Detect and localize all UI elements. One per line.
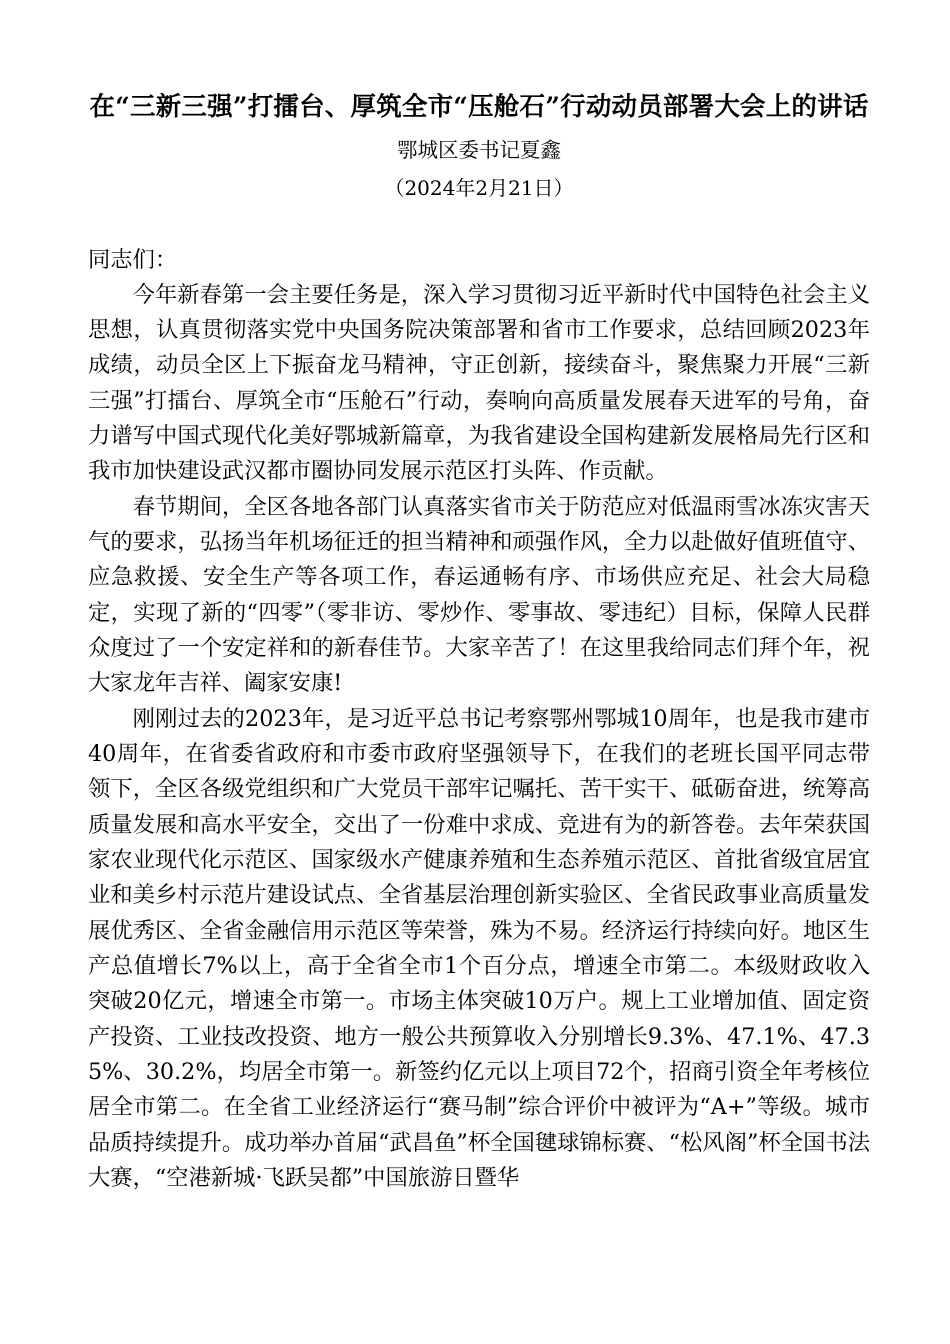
document-date: （2024年2月21日） [384,175,574,200]
body-paragraph-3: 刚刚过去的2023年，是习近平总书记考察鄂州鄂城10周年，也是我市建市40周年，在省委省政府和市委市政府坚强领导下，在我们的老班长国平同志带领下，全区各级党组织和广大党员干部牢记嘱托、苦干实干、砥砺奋进，统筹高质量发展和高水平安全，交出了一份难中求成、竞进有为的新答卷。去年荣获国家农业现代化示范区、国家级水产健康养殖和生态养殖示范区、首批省级宜居宜业和美乡村示范片建设试点、全省基层治理创新实验区、全省民政事业高质量发展优秀区、全省金融信用示范区等荣誉，殊为不易。经济运行持续向好。地区生产总值增长7%以上，高于全省全市1个百分点，增速全市第二。本级财政收入突破20亿元，增速全市第一。市场主体突破10万户。规上工业增加值、固定资产投资、工业技改投资、地方一般公共预算收入分别增长9.3%、47.1%、47.35%、30.2%，均居全市第一。新签约亿元以上项目72个，招商引资全年考核位居全市第二。在全省工业经济运行“赛马制”综合评价中被评为“A+”等级。城市品质持续提升。成功举办首届“武昌鱼”杯全国毽球锦标赛、“松风阁”杯全国书法大赛，“空港新城·飞跃吴都”中国旅游日暨华 [88,705,870,1191]
salutation: 同志们： [88,246,178,273]
body-paragraph-1: 今年新春第一会主要任务是，深入学习贯彻习近平新时代中国特色社会主义思想，认真贯彻落实党中央国务院决策部署和省市工作要求，总结回顾2023年成绩，动员全区上下振奋龙马精神，守正创新，接续奋斗，聚焦聚力开展“三新三强”打擂台、厚筑全市“压舱石”行动，奏响向高质量发展春天进军的号角，奋力谱写中国式现代化美好鄂城新篇章，为我省建设全国构建新发展格局先行区和我市加快建设武汉都市圈协同发展示范区打头阵、作贡献。 [88,281,870,485]
document-author: 鄂城区委书记夏鑫 [397,137,561,162]
document-title: 在“三新三强”打擂台、厚筑全市“压舱石”行动动员部署大会上的讲话 [89,92,869,122]
body-paragraph-2: 春节期间，全区各地各部门认真落实省市关于防范应对低温雨雪冰冻灾害天气的要求，弘扬当年机场征迁的担当精神和顽强作风，全力以赴做好值班值守、应急救援、安全生产等各项工作，春运通畅有序、市场供应充足、社会大局稳定，实现了新的“四零”（零非访、零炒作、零事故、零违纪）目标，保障人民群众度过了一个安定祥和的新春佳节。大家辛苦了！在这里我给同志们拜个年，祝大家龙年吉祥、阖家安康! [88,493,870,697]
document-content [88,0,870,1196]
